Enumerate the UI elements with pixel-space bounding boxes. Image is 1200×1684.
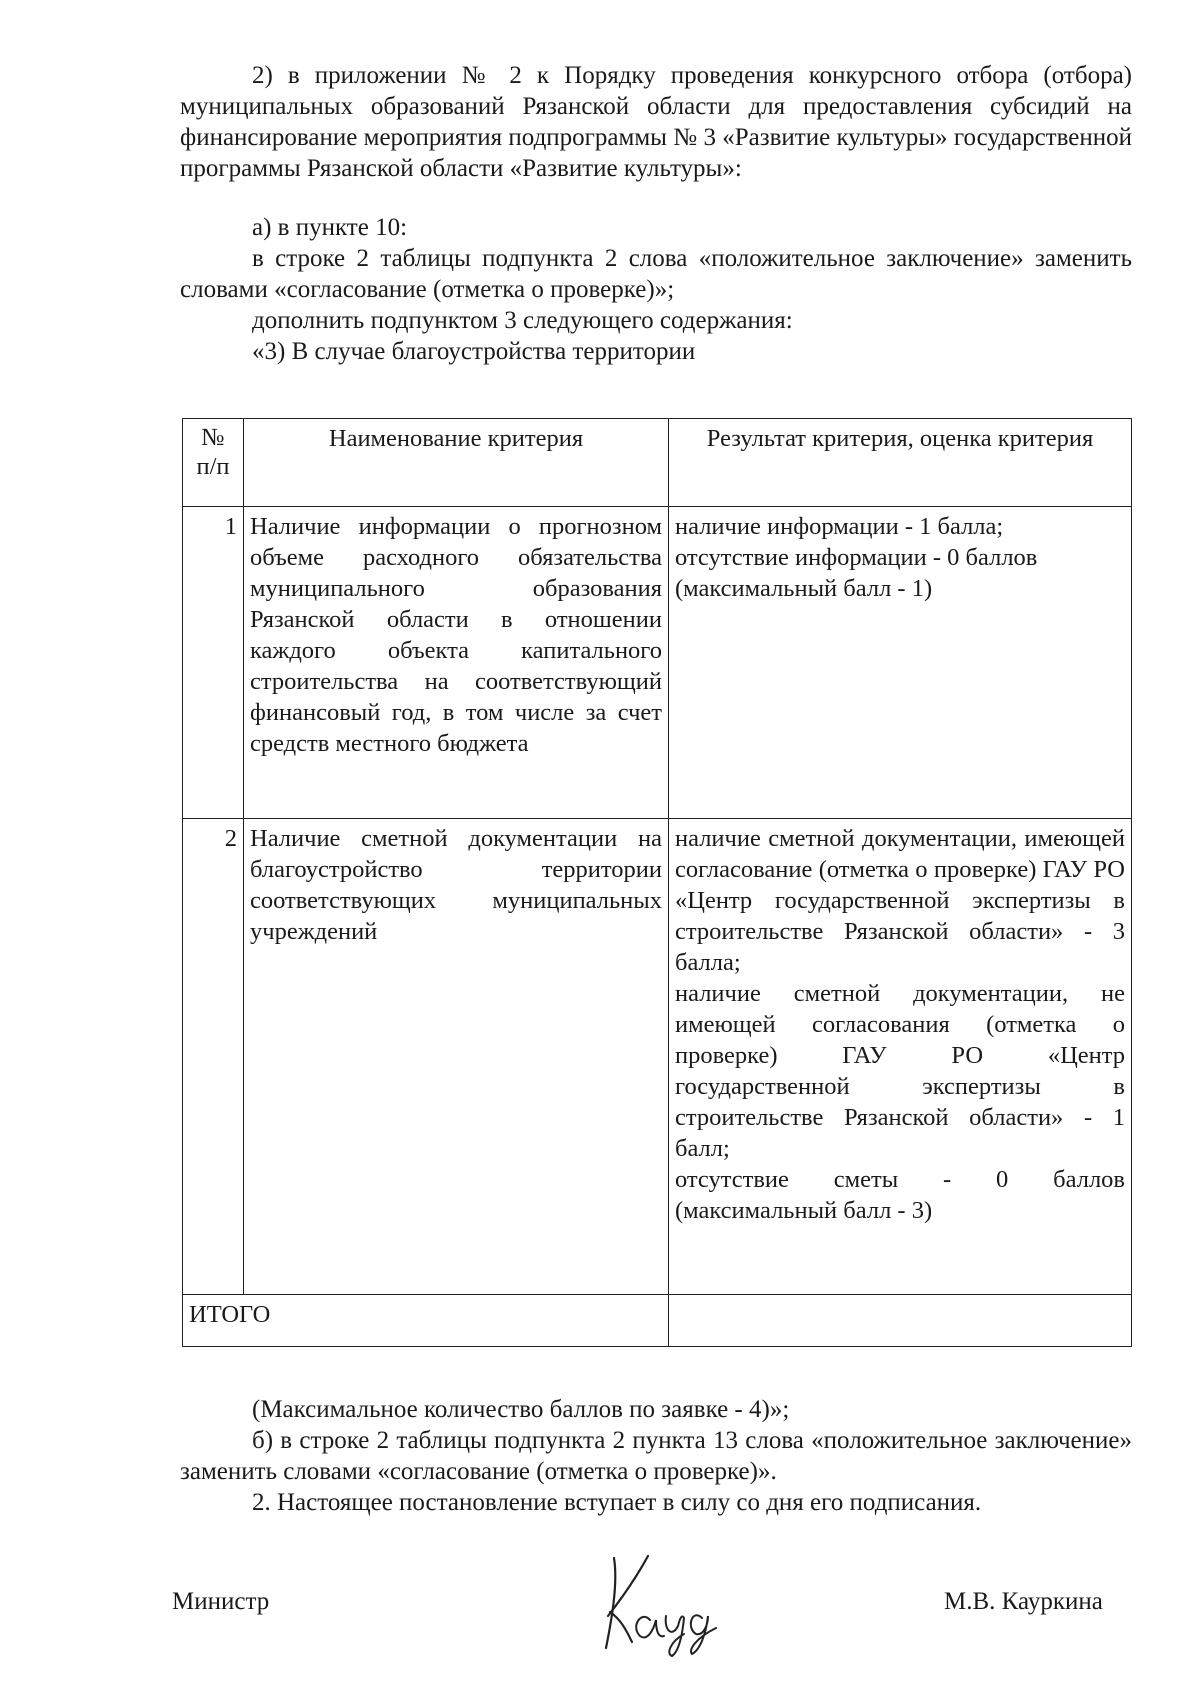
- row-number: 1: [183, 507, 244, 819]
- table-header-row: [183, 419, 1132, 507]
- header-num-pp: п/п: [196, 453, 230, 480]
- result-line: отсутствие информации - 0 баллов: [675, 544, 1038, 571]
- total-label: ИТОГО: [183, 1295, 669, 1347]
- result-line: (максимальный балл - 1): [675, 575, 933, 602]
- result-line: наличие сметной документации, имеющей согласование (отметка о проверке) ГАУ РО «Центр государственной экспертизы в строительстве Рязанской области» - 3 балла;: [675, 825, 1125, 976]
- subitem3-title: «3) В случае благоустройства территории: [252, 338, 696, 365]
- table-row: [183, 819, 1132, 1295]
- header-num-symbol: №: [201, 424, 225, 451]
- table-total-row: [183, 1295, 1132, 1347]
- intro-paragraph: 2) в приложении № 2 к Порядку проведения конкурсного отбора (отбора) муниципальных образований Рязанской области для предоставления субсидий на финансирование мероприятия подпрограммы № 3 «Развитие культуры» государственной программы Рязанской области «Развитие культуры»:: [180, 62, 1132, 182]
- item-2-paragraph: 2. Настоящее постановление вступает в силу со дня его подписания.: [252, 1489, 982, 1516]
- result-line: наличие информации - 1 балла;: [675, 513, 1004, 540]
- row-criterion: Наличие сметной документации на благоустройство территории соответствующих муниципальных учреждений: [244, 819, 669, 1295]
- table-row: [183, 507, 1132, 819]
- row-result: [669, 507, 1132, 819]
- row-result: [669, 819, 1132, 1295]
- header-num: [183, 419, 244, 507]
- add-subitem-line: дополнить подпунктом 3 следующего содержания:: [252, 307, 793, 334]
- row-criterion: Наличие информации о прогнозном объеме расходного обязательства муниципального образования Рязанской области в отношении каждого объекта капитального строительства на соответствующий финансовый год, в том числе за счет средств местного бюджета: [244, 507, 669, 819]
- signatory-title: Министр: [172, 1588, 270, 1615]
- signatory-name: М.В. Кауркина: [944, 1588, 1103, 1615]
- item-a: а) в пункте 10:: [252, 214, 408, 241]
- total-value: [669, 1295, 1132, 1347]
- item-b-paragraph: б) в строке 2 таблицы подпункта 2 пункта 13 слова «положительное заключение» заменить словами «согласование (отметка о проверке)».: [180, 1427, 1132, 1485]
- row-number: 2: [183, 819, 244, 1295]
- result-line: отсутствие сметы - 0 баллов (максимальный балл - 3): [675, 1166, 1125, 1224]
- header-result: Результат критерия, оценка критерия: [669, 419, 1132, 507]
- row2-change-paragraph: в строке 2 таблицы подпункта 2 слова «положительное заключение» заменить словами «согласование (отметка о проверке)»;: [180, 245, 1132, 303]
- handwritten-signature: [592, 1538, 742, 1658]
- max-score-note: (Максимальное количество баллов по заявке - 4)»;: [252, 1396, 790, 1423]
- result-line: наличие сметной документации, не имеющей согласования (отметка о проверке) ГАУ РО «Центр государственной экспертизы в строительстве Рязанской области» - 1 балл;: [675, 980, 1125, 1162]
- criteria-table: [182, 418, 1132, 1347]
- header-criterion-name: Наименование критерия: [244, 419, 669, 507]
